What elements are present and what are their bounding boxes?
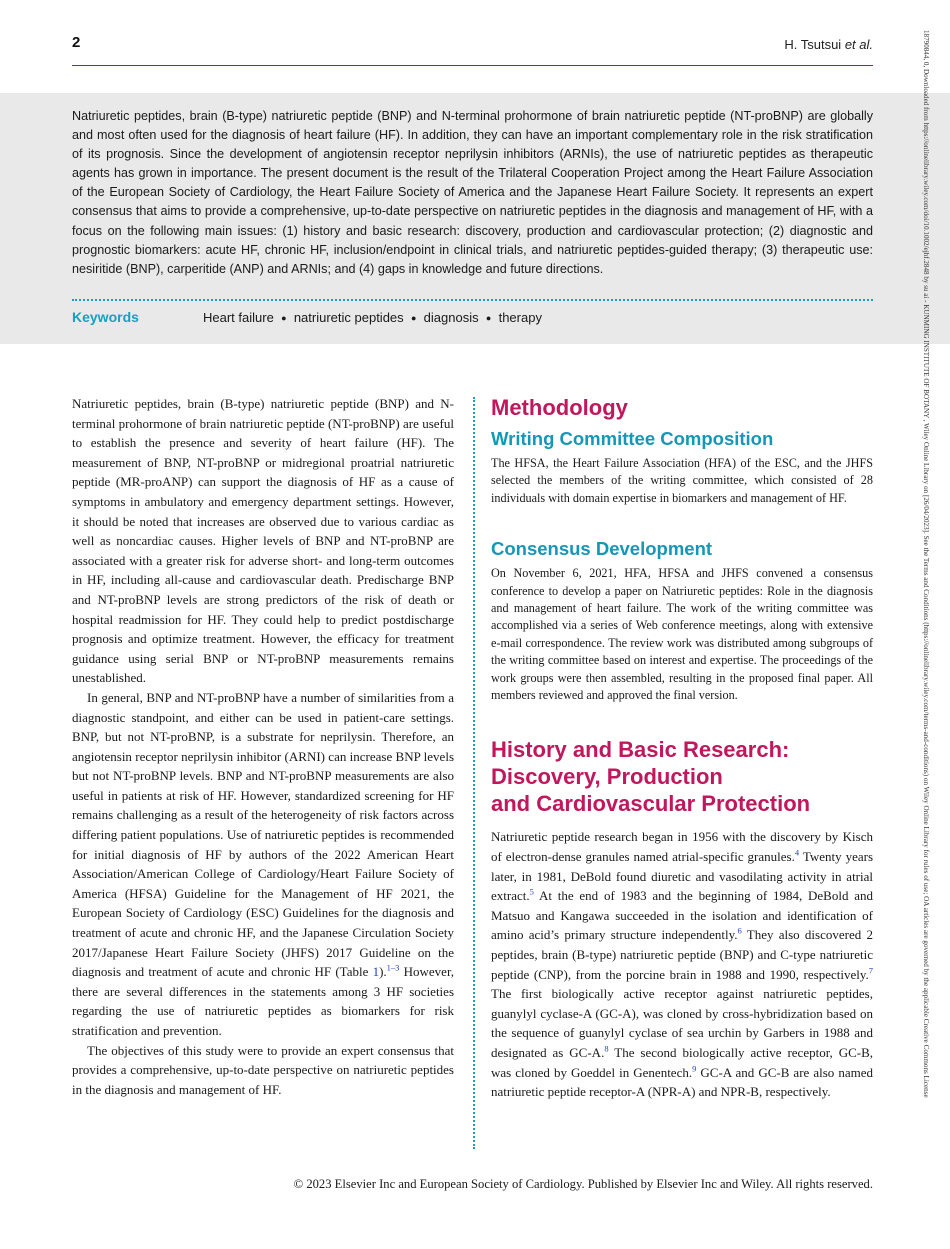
side-margin [918,0,948,1249]
paragraph-text: Natriuretic peptide research began in 1956 with the discovery by Kisch of electron-dense granules named atrial-specific granules. [491,829,873,865]
writing-committee-text: The HFSA, the Heart Failure Association (HFA) of the ESC, and the JHFS selected the members of the writing committee, which consisted of 28 individuals with domain expertise in biomarkers and management of HF. [491,456,873,505]
paragraph-text: Twenty years later, in 1981, DeBold found diuretic and vasodilating activity in atrial extract. [491,849,874,904]
keyword-separator: ● [485,313,492,323]
citation-link[interactable]: 1–3 [386,962,400,973]
left-column [72,394,454,1099]
keyword: natriuretic peptides [293,310,404,325]
paragraph-text: ). [379,964,387,980]
paragraph-text: They also discovered 2 peptides, brain (B-type) natriuretic peptide (BNP) and C-type natriuretic peptide (CNP), from the porcine brain in 1988 and 1990, respectively. [491,927,873,982]
keyword: therapy [498,310,542,325]
consensus-text: On November 6, 2021, HFA, HFSA and JHFS convened a consensus conference to develop a paper on Natriuretic peptides: Role in the diagnosis and management of heart failure. The work of the writing committee was accomplished via a series of Web conference meetings, along with extensive e-mail correspondence. The review work was distributed among subgroups of the writing committee based on interest and expertise. The proceedings of the work groups were then assembled, resulting in the proposed final paper. All members reviewed and approved the final version. [491,566,873,703]
subsection-heading-writing-committee: Writing Committee Composition [491,428,774,449]
table-reference-link[interactable]: 1 [372,964,380,980]
header-rule [72,65,873,66]
heading-line: and Cardiovascular Protection [491,791,811,817]
running-head-et-al: et al. [844,37,873,52]
side-margin-download-notice: 18790844, 0, Downloaded from https://onlinelibrary.wiley.com/doi/10.1002/ejhf.2848 by su ai - KUNMING INSTITUTE OF BOTANY , Wiley Online Library on [26/04/2023]. See the Terms and Conditions (https://onlinelibrary.wiley.com/terms-and-conditions) on Wiley Online Library for rules of use; OA articles are governed by the applicable Creative Commons License [922,30,930,1098]
intro-paragraph-2 [72,688,454,1041]
section-heading-history [491,736,873,817]
paragraph-text: The first biologically active receptor against natriuretic peptides, guanylyl cyclase-A (GC-A), was cloned by cross-hybridization based on the sequence of guanylyl cyclase of sea urchin by Garbers in 1988 and designated as GC-A. [491,986,873,1060]
citation-link[interactable]: 7 [868,965,873,976]
page-number: 2 [72,34,81,51]
copyright-notice: © 2023 Elsevier Inc and European Society of Cardiology. Published by Elsevier Inc and Wiley. All rights reserved. [293,1177,873,1191]
heading-line: History and Basic Research: [491,737,790,763]
heading-line: Discovery, Production [491,764,723,790]
running-head [784,37,873,52]
subsection-heading-consensus: Consensus Development [491,538,713,560]
citation-link[interactable]: 6 [737,926,742,937]
keyword: diagnosis [423,310,479,325]
keywords-row [72,309,873,329]
intro-paragraph-3: The objectives of this study were to provide an expert consensus that provides a comprehensive, up-to-date perspective on natriuretic peptides in the diagnosis and management of HF. [72,1042,454,1097]
keywords-list [203,310,542,325]
keyword-separator: ● [281,313,287,323]
section-heading-methodology: Methodology [491,395,628,420]
running-head-author: H. Tsutsui [784,37,842,52]
paragraph-text: In general, BNP and NT-proBNP have a number of similarities from a diagnostic standpoint, and either can be used in patient-care settings. BNP, but not NT-proBNP, is a substrate for neprilysin. Therefore, an angiotensin receptor neprilysin inhibitor (ARNI) can increase BNP levels but not NT-proBNP levels. BNP and NT-proBNP measurements are also useful in patients at risk of HF. However, standardized screening for HF remains challenging as a result of the heterogeneity of risk factors across differing patient populations. Use of natriuretic peptides is recommended for initial diagnosis of HF by authors of the 2022 American Heart Association/American College of Cardiology/Heart Failure Society of America (HFSA) Guideline for the Management of HF 2021, the European Society of Cardiology (ESC) Guidelines for the diagnosis and treatment of acute and chronic HF, and the Japanese Circulation Society 2017/Japanese Heart Failure Society (JHFS) 2017 Guideline on the diagnosis and treatment of acute and chronic HF (Table [72,689,454,980]
paragraph-text: At the end of 1983 and the beginning of 1984, DeBold and Matsuo and Kangawa succeeded in the isolation and identification of amino acid’s primary structure independently. [491,888,873,943]
paragraph-text: However, there are several differences in the statements among 3 HF societies regarding the use of natriuretic peptides as biomarkers for risk stratification and prevention. [72,964,454,1038]
citation-link[interactable]: 4 [794,847,800,858]
citation-link[interactable]: 8 [604,1043,609,1054]
paragraph-text: The second biologically active receptor, GC-B, was cloned by Goeddel in Genentech. [491,1045,874,1080]
keyword-separator: ● [410,313,417,323]
abstract-text: Natriuretic peptides, brain (B-type) natriuretic peptide (BNP) and N-terminal prohormone of brain natriuretic peptide (NT-proBNP) are globally and most often used for the diagnosis of heart failure (HF). In addition, they can have an important complementary role in the risk stratification of its prognosis. Since the development of angiotensin receptor neprilysin inhibitors (ARNIs), the use of natriuretic peptides as therapeutic agents has grown in importance. The present document is the result of the Trilateral Cooperation Project among the Heart Failure Association of the European Society of Cardiology, the Heart Failure Society of America and the Japanese Heart Failure Society. It represents an expert consensus that aims to provide a comprehensive, up-to-date perspective on natriuretic peptides in the diagnosis and management of HF, with a focus on the following main issues: (1) history and basic research: discovery, production and cardiovascular protection; (2) diagnostic and prognostic biomarkers: acute HF, chronic HF, inclusion/endpoint in clinical trials, and natriuretic peptides-guided therapy; (3) therapeutic use: nesiritide (BNP), carperitide (ANP) and ARNIs; and (4) gaps in knowledge and future directions. [72,109,873,276]
keywords-divider [72,299,873,301]
citation-link[interactable]: 9 [692,1063,697,1074]
citation-link[interactable]: 5 [529,886,534,897]
history-paragraph [491,827,873,1101]
keyword: Heart failure [203,310,274,325]
paragraph-text: GC-A and GC-B are also named natriuretic peptide receptor-A (NPR-A) and NPR-B, respectively. [491,1064,873,1100]
intro-paragraph-1: Natriuretic peptides, brain (B-type) natriuretic peptide (BNP) and N-terminal prohormone of brain natriuretic peptide (NT-proBNP) are useful to establish the presence and severity of heart failure (HF). The measurement of BNP, NT-proBNP or midregional proatrial natriuretic peptide (MR-proANP) can support the diagnosis of HF as a cause of symptoms in ambulatory and emergency department settings. However, it should be noted that increases are observed due to various cardiac as well as noncardiac causes. Higher levels of BNP and NT-proBNP are associated with a greater risk for adverse short- and long-term outcomes in HF, including all-cause and cardiovascular death. Predischarge BNP and NT-proBNP levels are strong predictors of the risk of death or hospital readmission for HF. They could help to predict postdischarge prognosis and optimize treatment. However, the efficacy for treatment guidance using serial BNP or NT-proBNP measurements remains unestablished. [72,396,454,686]
right-column [491,394,873,1102]
keywords-label: Keywords [72,309,139,325]
column-divider [473,397,475,1149]
